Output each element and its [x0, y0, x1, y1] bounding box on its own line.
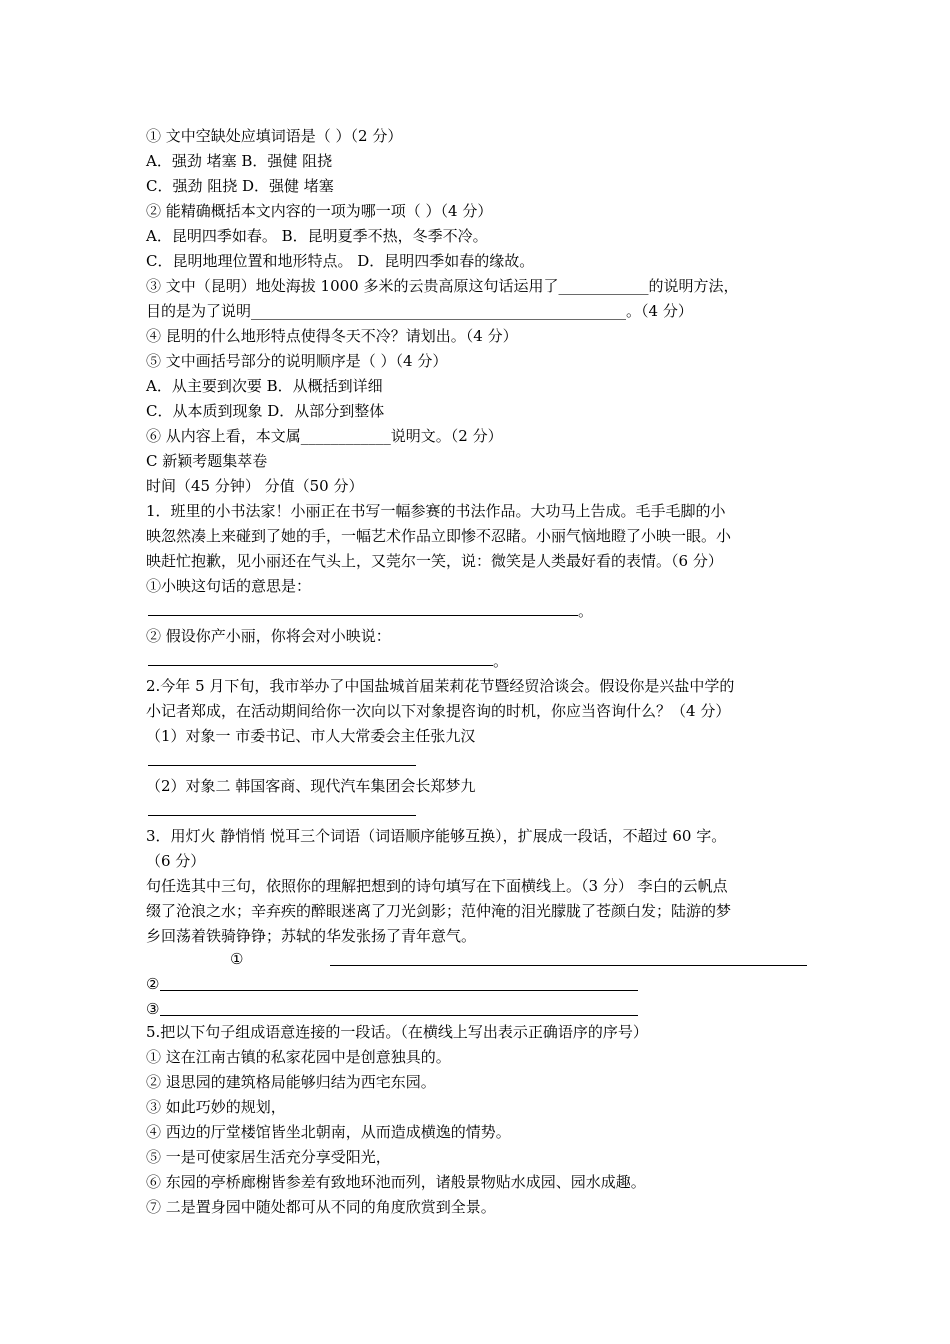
answer-blank-3[interactable]: [148, 765, 416, 766]
question-5-line: ⑤ 文中画括号部分的说明顺序是（ ）（4 分）: [146, 352, 448, 370]
answer-blank-1[interactable]: [148, 615, 578, 616]
question-2-line: ② 能精确概括本文内容的一项为哪一项（ ）（4 分）: [146, 202, 493, 220]
item-1-text-line-2: 映忽然凑上来碰到了她的手，一幅艺术作品立即惨不忍睹。小丽气恼地瞪了小映一眼。小: [146, 527, 732, 545]
time-score-line: 时间（45 分钟） 分值（50 分）: [146, 477, 364, 495]
poem-answer-1-label: ①: [230, 950, 244, 968]
question-2-options-ab: A．昆明四季如春。 B．昆明夏季不热，冬季不冷。: [146, 227, 488, 245]
item-4-text-line-2: 缀了沧浪之水；辛弃疾的醉眼迷离了刀光剑影；范仲淹的泪光朦胧了苍颜白发；陆游的梦: [146, 902, 732, 920]
answer-blank-2-period: 。: [493, 652, 509, 670]
item-5-sentence-4: ④ 西边的厅堂楼馆皆坐北朝南，从而造成横逸的情势。: [146, 1123, 511, 1141]
answer-blank-4[interactable]: [148, 815, 416, 816]
item-5-instruction: 5.把以下句子组成语意连接的一段话。（在横线上写出表示正确语序的序号）: [146, 1023, 648, 1041]
item-5-sentence-1: ① 这在江南古镇的私家花园中是创意独具的。: [146, 1048, 451, 1066]
question-6-line: ⑥ 从内容上看，本文属____________说明文。（2 分）: [146, 427, 503, 445]
poem-answer-blank-2[interactable]: [160, 990, 638, 991]
section-title: C 新颖考题集萃卷: [146, 452, 268, 470]
item-4-text-line-3: 乡回荡着铁骑铮铮；苏轼的华发张扬了青年意气。: [146, 927, 477, 945]
answer-blank-1-period: 。: [578, 602, 594, 620]
question-5-options-cd: C．从本质到现象 D．从部分到整体: [146, 402, 385, 420]
item-3-text-line-2: （6 分）: [146, 852, 206, 870]
question-4-line: ④ 昆明的什么地形特点使得冬天不冷？请划出。（4 分）: [146, 327, 518, 345]
item-5-sentence-2: ② 退思园的建筑格局能够归结为西宅东园。: [146, 1073, 436, 1091]
item-5-sentence-3: ③ 如此巧妙的规划，: [146, 1098, 286, 1116]
poem-answer-2-label: ②: [146, 975, 160, 993]
item-2-object-1: （1）对象一 市委书记、市人大常委会主任张九汉: [146, 727, 476, 745]
question-2-options-cd: C．昆明地理位置和地形特点。 D．昆明四季如春的缘故。: [146, 252, 535, 270]
item-4-text-line-1: 句任选其中三句，依照你的理解把想到的诗句填写在下面横线上。（3 分） 李白的云帆点: [146, 877, 728, 895]
question-1-options-cd: C．强劲 阻挠 D．强健 堵塞: [146, 177, 334, 195]
item-1-text-line-1: 1．班里的小书法家！小丽正在书写一幅参赛的书法作品。大功马上告成。毛手毛脚的小: [146, 502, 726, 520]
item-3-text-line-1: 3．用灯火 静悄悄 悦耳三个词语（词语顺序能够互换），扩展成一段话，不超过 60 字。: [146, 827, 727, 845]
item-1-text-line-3: 映赶忙抱歉，见小丽还在气头上，又莞尔一笑，说：微笑是人类最好看的表情。（6 分）: [146, 552, 723, 570]
question-1-options-ab: A．强劲 堵塞 B．强健 阻挠: [146, 152, 333, 170]
item-2-text-line-2: 小记者郑成，在活动期间给你一次向以下对象提咨询的时机，你应当咨询什么？（4 分）: [146, 702, 731, 720]
answer-blank-2[interactable]: [148, 665, 493, 666]
item-5-sentence-6: ⑥ 东园的亭桥廊榭皆参差有致地环池而列，诸般景物贴水成园、园水成趣。: [146, 1173, 646, 1191]
question-5-options-ab: A．从主要到次要 B．从概括到详细: [146, 377, 383, 395]
item-5-sentence-5: ⑤ 一是可使家居生活充分享受阳光，: [146, 1148, 391, 1166]
question-1-line: ① 文中空缺处应填词语是（ ）（2 分）: [146, 127, 403, 145]
item-1-subquestion-1: ①小映这句话的意思是：: [146, 577, 312, 595]
poem-answer-blank-3[interactable]: [160, 1015, 638, 1016]
item-2-text-line-1: 2.今年 5 月下旬，我市举办了中国盐城首届茉莉花节暨经贸洽谈会。假设你是兴盐中学的: [146, 677, 735, 695]
item-5-sentence-7: ⑦ 二是置身园中随处都可从不同的角度欣赏到全景。: [146, 1198, 496, 1216]
item-2-object-2: （2）对象二 韩国客商、现代汽车集团会长郑梦九: [146, 777, 476, 795]
question-3-line-1: ③ 文中（昆明）地处海拔 1000 多米的云贵高原这句话运用了____________的说明方法，: [146, 277, 739, 295]
question-3-line-2: 目的是为了说明__________________________________________________。（4 分）: [146, 302, 693, 320]
item-1-subquestion-2: ② 假设你产小丽，你将会对小映说：: [146, 627, 391, 645]
poem-answer-3-label: ③: [146, 1000, 160, 1018]
poem-answer-blank-1[interactable]: [330, 965, 807, 966]
